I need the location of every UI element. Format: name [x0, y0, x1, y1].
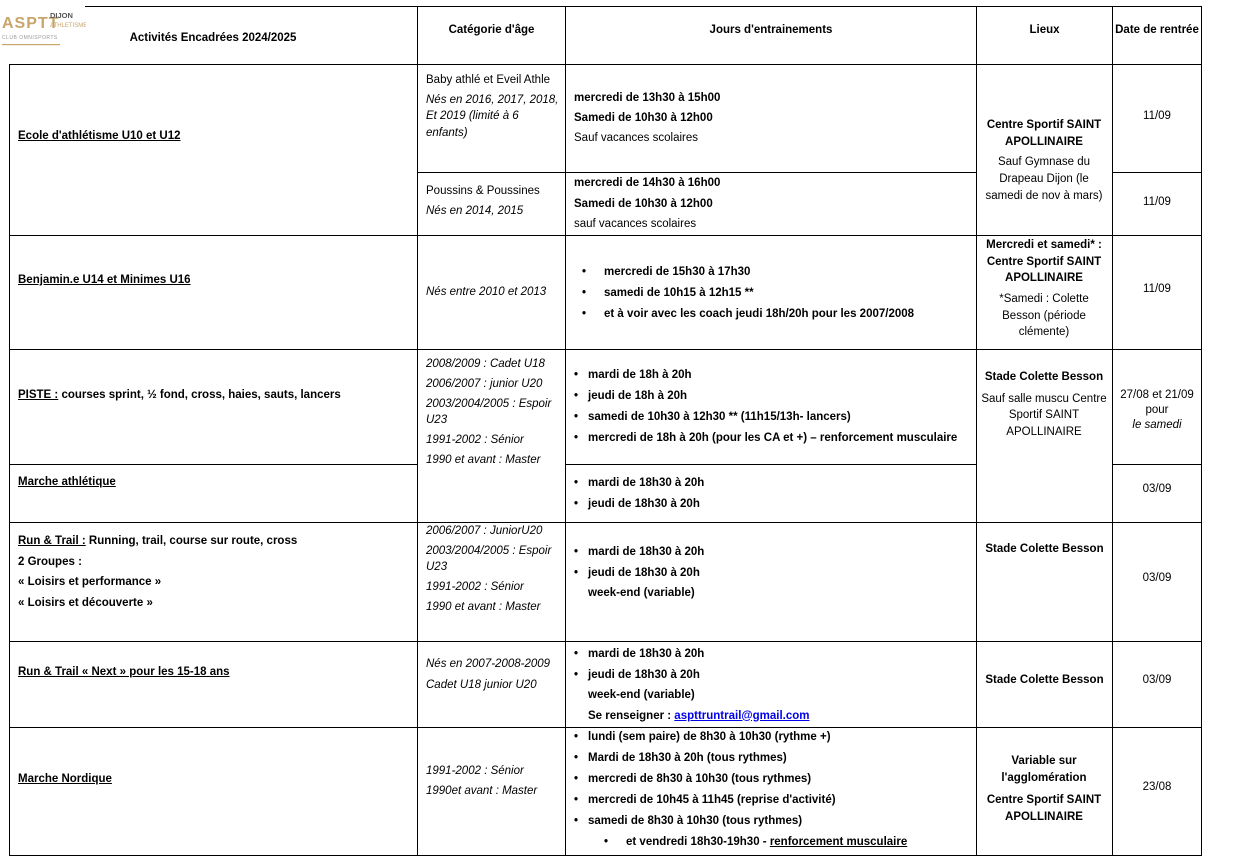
- date-ecole-2: 11/09: [1143, 196, 1171, 208]
- club-logo: [0, 6, 86, 58]
- header-start: Date de rentrée: [1115, 24, 1199, 36]
- logo-line1: DIJON: [50, 11, 73, 20]
- date-runtrail: 03/09: [1142, 572, 1172, 584]
- asptt-logo-icon: [0, 6, 86, 58]
- activity-benjamin: Benjamin.e U14 et Minimes U16: [18, 274, 191, 286]
- date-benjamin: 11/09: [1143, 283, 1171, 295]
- date-ecole-1: 11/09: [1143, 110, 1171, 122]
- activity-marche: Marche athlétique: [18, 476, 116, 488]
- place-ecole: Centre Sportif SAINT APOLLINAIRE Sauf Gymnase du Drapeau Dijon (le samedi de nov à mars): [985, 119, 1103, 202]
- age-next: Nés en 2007-2008-2009 Cadet U18 junior U20: [426, 658, 551, 691]
- header-activities: Activités Encadrées 2024/2025: [129, 32, 297, 44]
- date-piste: 27/08 et 21/09 pour le samedi: [1120, 389, 1194, 431]
- activity-piste: PISTE : courses sprint, ½ fond, cross, haies, sauts, lancers: [18, 389, 341, 401]
- header-places: Lieux: [1029, 24, 1060, 36]
- place-nordique: Variable sur l'agglomération Centre Sportif SAINT APOLLINAIRE: [986, 755, 1102, 824]
- logo-line2: ATHLETISME: [50, 23, 86, 29]
- activity-runtrail: Run & Trail : Running, trail, course sur route, cross 2 Groupes : « Loisirs et performance » « Loisirs et découverte »: [18, 535, 298, 609]
- age-runtrail: 2006/2007 : JuniorU20 2003/2004/2005 : Espoir U23 1991-2002 : Sénior 1990 et avant : Master: [426, 525, 552, 613]
- days-marche: • mardi de 18h30 à 20h • jeudi de 18h30 à 20h: [574, 473, 704, 515]
- date-marche: 03/09: [1142, 483, 1172, 495]
- days-ecole-2: mercredi de 14h30 à 16h00 Samedi de 10h30 à 12h00 sauf vacances scolaires: [574, 177, 721, 230]
- header-days: Jours d'entrainements: [709, 24, 833, 36]
- days-ecole-1: mercredi de 13h30 à 15h00 Samedi de 10h30 à 12h00 Sauf vacances scolaires: [574, 92, 721, 144]
- days-runtrail: • mardi de 18h30 à 20h • jeudi de 18h30 à 20h week-end (variable): [574, 542, 704, 604]
- logo-brand: ASPTT: [2, 15, 60, 32]
- place-benjamin: Mercredi et samedi* : Centre Sportif SAINT APOLLINAIRE *Samedi : Colette Besson (période clémente): [986, 239, 1102, 339]
- place-runtrail: Stade Colette Besson: [985, 543, 1104, 555]
- days-nordique: • lundi (sem paire) de 8h30 à 10h30 (rythme +) • Mardi de 18h30 à 20h (tous rythmes) • mercredi de 8h30 à 10h30 (tous rythmes) • mercredi de 10h45 à 11h45 (reprise d'activité) • samedi de 8h30 à 10h30 (tous rythmes) • et vendredi 18h30-19h30 - renforcement musculaire: [574, 727, 907, 853]
- age-ecole-1: Baby athlé et Eveil Athle Nés en 2016, 2017, 2018, Et 2019 (limité à 6 enfants): [426, 74, 559, 140]
- age-nordique: 1991-2002 : Sénior 1990et avant : Master: [426, 765, 538, 797]
- age-benjamin: Nés entre 2010 et 2013: [426, 286, 547, 298]
- age-ecole-2: Poussins & Poussines Nés en 2014, 2015: [426, 185, 540, 217]
- date-nordique: 23/08: [1142, 781, 1172, 793]
- days-benjamin: • mercredi de 15h30 à 17h30 • samedi de 10h15 à 12h15 ** • et à voir avec les coach jeudi 18h/20h pour les 2007/2008: [574, 262, 914, 325]
- days-next: • mardi de 18h30 à 20h • jeudi de 18h30 à 20h week-end (variable) Se renseigner : aspttruntrail@gmail.com: [574, 644, 809, 726]
- logo-line3: CLUB OMNISPORTS: [2, 35, 58, 41]
- activity-nordique: Marche Nordique: [18, 773, 112, 785]
- place-next: Stade Colette Besson: [985, 674, 1104, 686]
- activity-next: Run & Trail « Next » pour les 15-18 ans: [18, 666, 230, 678]
- days-piste: • mardi de 18h à 20h • jeudi de 18h à 20h • samedi de 10h30 à 12h30 ** (11h15/13h- lancers) • mercredi de 18h à 20h (pour les CA et +) – renforcement musculaire: [574, 365, 957, 449]
- place-piste: Stade Colette Besson Sauf salle muscu Centre Sportif SAINT APOLLINAIRE: [981, 371, 1107, 439]
- date-next: 03/09: [1142, 674, 1172, 686]
- header-age: Catégorie d'âge: [448, 24, 535, 36]
- activity-ecole: Ecole d'athlétisme U10 et U12: [18, 130, 181, 142]
- contact-email-link[interactable]: aspttruntrail@gmail.com: [674, 709, 810, 722]
- age-piste: 2008/2009 : Cadet U18 2006/2007 : junior U20 2003/2004/2005 : Espoir U23 1991-2002 : Sénior 1990 et avant : Master: [426, 358, 552, 466]
